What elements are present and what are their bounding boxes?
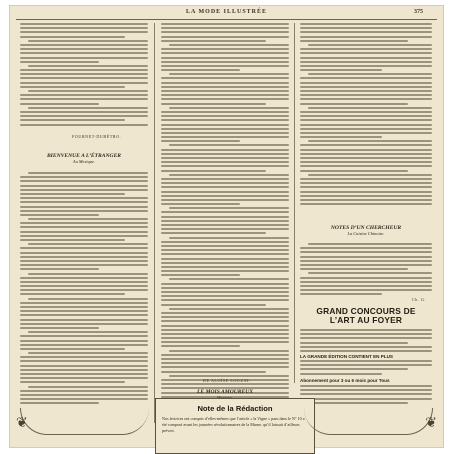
- column-divider-2: [294, 23, 295, 383]
- article-text-3: [161, 23, 289, 408]
- signature-1: FOURNET-DUBÉTRO.: [72, 134, 122, 139]
- mode-heading: LE MOIS AMOUREUX: [196, 389, 254, 395]
- bienvenue-subheading: Au Mexique.: [72, 159, 96, 164]
- notes-heading: NOTES D’UN CHERCHEUR: [330, 225, 402, 231]
- ornament-curl-right: [304, 408, 433, 435]
- ornament-curl-left: [20, 408, 149, 435]
- section-heading-notes: [300, 225, 432, 236]
- article-text-5: [300, 23, 432, 207]
- editorial-note-title: Note de la Rédaction: [197, 404, 273, 413]
- contest-heading: [300, 307, 432, 325]
- editorial-note-body: Nos lectrices ont compris d’elles-mêmes que l’article « la Vigne » paru dans le N° 10 a été composé avant les journées révolutionnaires de la Marne, qu’il laissait d’ailleurs prévoir.: [162, 416, 305, 433]
- contest-heading-line2: L’ART AU FOYER: [329, 315, 403, 325]
- header-rule: [16, 19, 437, 20]
- column-divider-1: [154, 23, 155, 423]
- page-header: [10, 9, 443, 19]
- page-number: 375: [414, 9, 423, 15]
- contest-text: [300, 329, 432, 354]
- section-heading-bienvenue: [20, 153, 148, 164]
- newspaper-page: [9, 5, 444, 448]
- signature-2: DE ALOÏSE LOUZAT.: [203, 378, 251, 383]
- bienvenue-heading: BIENVENUE A L’ÉTRANGER: [46, 153, 122, 159]
- fleur-left-icon: ❦: [16, 415, 28, 431]
- contest-edition-text: [300, 360, 432, 377]
- contest-footer-line: Abonnement pour 3 ou 6 mois pour Tous: [300, 378, 390, 383]
- article-text-2: [20, 172, 148, 407]
- fleur-right-icon: ❦: [425, 415, 437, 431]
- ornamental-frame: [16, 389, 437, 445]
- contest-edition-line: LA GRANDE ÉDITION CONTIENT EN PLUS: [300, 354, 393, 359]
- article-text-6: [300, 243, 432, 297]
- notes-subheading: La Cuisine Chinoise.: [347, 231, 385, 236]
- initials: Ch. G.: [411, 297, 426, 302]
- contest-heading-line1: GRAND CONCOURS DE: [316, 306, 416, 316]
- article-text-1: [20, 23, 148, 128]
- publication-title: LA MODE ILLUSTRÉE: [185, 9, 268, 15]
